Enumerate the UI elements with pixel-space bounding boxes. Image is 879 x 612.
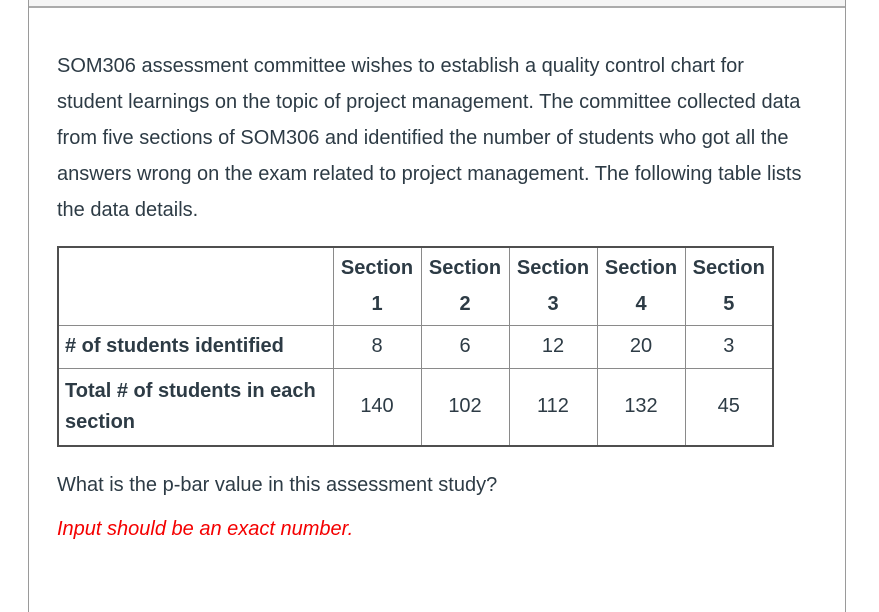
column-header-word: Section xyxy=(692,257,765,280)
column-header-word: Section xyxy=(604,257,678,280)
column-header-word: Section xyxy=(428,257,502,280)
table-row-total-students xyxy=(58,368,773,446)
column-header-word: Section xyxy=(340,257,414,280)
column-header-number: 2 xyxy=(459,293,471,316)
column-header-section-4 xyxy=(597,247,685,325)
table-header-row xyxy=(58,247,773,325)
input-format-note: Input should be an exact number. xyxy=(57,518,354,540)
question-header-strip xyxy=(29,0,845,8)
row-label-total-students: Total # of students in each section xyxy=(58,368,333,446)
cell-identified-section-5: 3 xyxy=(685,325,773,368)
table-corner-cell xyxy=(58,247,333,325)
row-label-students-identified: # of students identified xyxy=(58,325,333,368)
cell-identified-section-2: 6 xyxy=(421,325,509,368)
cell-total-section-2: 102 xyxy=(421,368,509,446)
cell-total-section-5: 45 xyxy=(685,368,773,446)
table-row-students-identified xyxy=(58,325,773,368)
column-header-section-3 xyxy=(509,247,597,325)
cell-identified-section-4: 20 xyxy=(597,325,685,368)
column-header-section-2 xyxy=(421,247,509,325)
column-header-number: 1 xyxy=(371,293,383,316)
column-header-number: 4 xyxy=(635,293,647,316)
column-header-number: 3 xyxy=(547,293,559,316)
cell-total-section-4: 132 xyxy=(597,368,685,446)
column-header-section-1 xyxy=(333,247,421,325)
column-header-number: 5 xyxy=(723,293,735,316)
question-stem: SOM306 assessment committee wishes to establish a quality control chart for student learnings on the topic of project management. The committee collected data from five sections of SOM306 and identified the number of students who got all the answers wrong on the exam related to project management. The following table lists the data details. xyxy=(57,55,802,221)
cell-identified-section-1: 8 xyxy=(333,325,421,368)
question-body xyxy=(29,8,845,547)
column-header-word: Section xyxy=(516,257,590,280)
column-header-section-5 xyxy=(685,247,773,325)
quiz-question-card xyxy=(28,0,846,612)
cell-total-section-1: 140 xyxy=(333,368,421,446)
cell-total-section-3: 112 xyxy=(509,368,597,446)
data-table xyxy=(57,246,774,447)
cell-identified-section-3: 12 xyxy=(509,325,597,368)
question-prompt: What is the p-bar value in this assessment study? xyxy=(57,474,498,496)
